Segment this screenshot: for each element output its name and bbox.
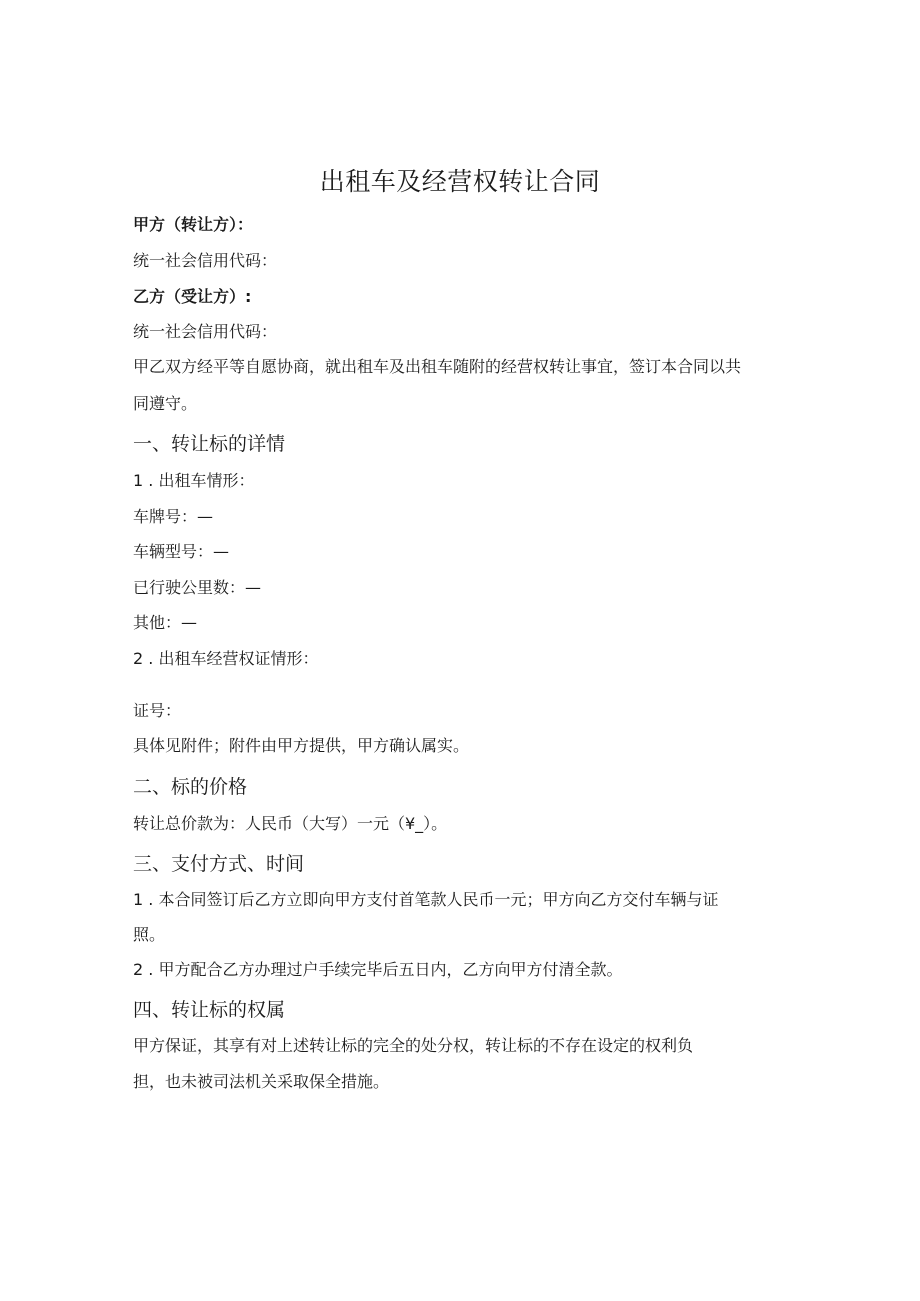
section-3-item-1-line-1: 1 . 本合同签订后乙方立即向甲方支付首笔款人民币一元；甲方向乙方交付车辆与证: [133, 890, 719, 909]
section-1-item-1: 1 . 出租车情形：: [133, 471, 255, 490]
section-1-heading: 一、转让标的详情: [133, 433, 286, 455]
section-3-item-1-line-2: 照。: [133, 925, 166, 944]
section-4-heading: 四、转让标的权属: [133, 999, 286, 1021]
party-b-label: 乙方（受让方）:: [133, 287, 252, 306]
section-2-heading: 二、标的价格: [133, 776, 248, 798]
mileage: 已行驶公里数：—: [133, 578, 262, 597]
section-3-heading: 三、支付方式、时间: [133, 853, 305, 875]
other: 其他：—: [133, 613, 198, 632]
party-b-credit-code: 统一社会信用代码：: [133, 322, 278, 341]
plate-number: 车牌号：—: [133, 507, 214, 526]
party-a-label: 甲方（转让方）：: [133, 215, 254, 234]
section-1-item-2: 2 . 出租车经营权证情形：: [133, 649, 319, 668]
section-3-item-2: 2 . 甲方配合乙方办理过户手续完毕后五日内，乙方向甲方付清全款。: [133, 960, 623, 979]
party-a-credit-code: 统一社会信用代码：: [133, 251, 278, 270]
section-4-line-2: 担，也未被司法机关采取保全措施。: [133, 1072, 390, 1091]
certificate-number: 证号：: [133, 701, 182, 720]
document-title: 出租车及经营权转让合同: [319, 167, 601, 196]
section-4-line-1: 甲方保证，其享有对上述转让标的完全的处分权，转让标的不存在设定的权利负: [133, 1036, 694, 1055]
intro-line-1: 甲乙双方经平等自愿协商，就出租车及出租车随附的经营权转让事宜，签订本合同以共: [133, 357, 742, 376]
total-price: 转让总价款为：人民币（大写）一元（¥_）。: [133, 814, 448, 833]
attachment-note: 具体见附件；附件由甲方提供，甲方确认属实。: [133, 736, 470, 755]
vehicle-model: 车辆型号：—: [133, 542, 230, 561]
intro-line-2: 同遵守。: [133, 394, 198, 413]
